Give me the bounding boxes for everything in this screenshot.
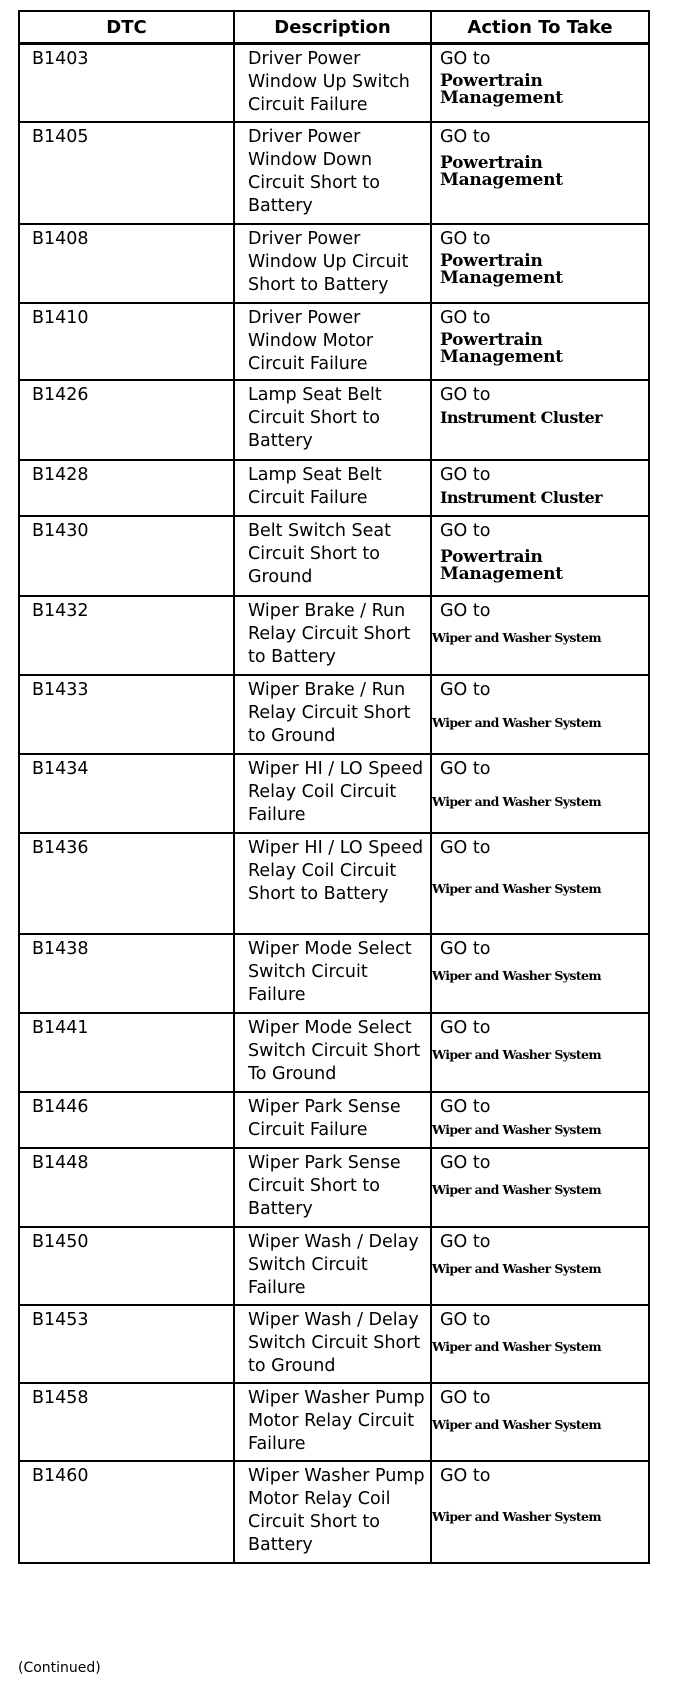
action-cell [431,460,649,516]
dtc-description: Driver Power Window Up Switch Circuit Failure [234,44,431,122]
action-cell [431,596,649,675]
go-to-label: GO to [440,464,491,485]
action-cell [431,224,649,303]
table-row [19,1013,649,1092]
table-row [19,516,649,596]
dtc-code: B1458 [19,1383,234,1461]
action-target-link[interactable]: Wiper and Washer System [432,1338,602,1354]
dtc-code: B1446 [19,1092,234,1148]
action-cell [431,1227,649,1305]
action-cell [431,1305,649,1383]
dtc-code: B1432 [19,596,234,675]
dtc-code: B1433 [19,675,234,754]
action-target-link[interactable]: Powertrain Management [440,250,563,288]
action-target-link[interactable]: Powertrain Management [440,71,563,108]
go-to-label: GO to [440,49,491,69]
dtc-code: B1405 [19,122,234,224]
action-cell [431,833,649,934]
go-to-label: GO to [440,758,491,779]
go-to-label: GO to [440,1096,491,1117]
action-target-link[interactable]: Wiper and Washer System [432,1508,602,1524]
action-target-link[interactable]: Wiper and Washer System [432,714,602,730]
dtc-code: B1450 [19,1227,234,1305]
dtc-description: Wiper Mode Select Switch Circuit Short To Ground [234,1013,431,1092]
action-cell [431,1461,649,1563]
go-to-label: GO to [440,938,491,959]
table-row [19,303,649,380]
dtc-code: B1460 [19,1461,234,1563]
action-target-link[interactable]: Wiper and Washer System [432,1181,602,1197]
dtc-code: B1453 [19,1305,234,1383]
dtc-description: Wiper HI / LO Speed Relay Coil Circuit Short to Battery [234,833,431,934]
column-header-description: Description [234,11,431,44]
action-target-link[interactable]: Wiper and Washer System [432,793,602,809]
action-cell [431,1092,649,1148]
dtc-code: B1434 [19,754,234,833]
action-target-link[interactable]: Powertrain Management [440,152,563,190]
action-cell [431,44,649,122]
action-cell [431,380,649,460]
table-row [19,1383,649,1461]
action-target-link[interactable]: Powertrain Management [440,546,563,584]
dtc-description: Wiper HI / LO Speed Relay Coil Circuit Failure [234,754,431,833]
go-to-label: GO to [440,600,491,621]
table-row [19,1305,649,1383]
dtc-description: Lamp Seat Belt Circuit Short to Battery [234,380,431,460]
dtc-code: B1438 [19,934,234,1013]
go-to-label: GO to [440,228,491,249]
table-row [19,1092,649,1148]
column-header-dtc: DTC [19,11,234,44]
table-row [19,1148,649,1227]
go-to-label: GO to [440,1152,491,1173]
dtc-description: Belt Switch Seat Circuit Short to Ground [234,516,431,596]
table-row [19,596,649,675]
dtc-description: Wiper Brake / Run Relay Circuit Short to Ground [234,675,431,754]
table-row [19,44,649,122]
dtc-code: B1403 [19,44,234,122]
dtc-description: Wiper Wash / Delay Switch Circuit Short to Ground [234,1305,431,1383]
action-cell [431,675,649,754]
dtc-description: Wiper Park Sense Circuit Failure [234,1092,431,1148]
dtc-code: B1430 [19,516,234,596]
action-target-link[interactable]: Wiper and Washer System [432,629,602,645]
table-row [19,675,649,754]
dtc-description: Wiper Washer Pump Motor Relay Circuit Failure [234,1383,431,1461]
go-to-label: GO to [440,1309,491,1330]
dtc-description: Driver Power Window Up Circuit Short to Battery [234,224,431,303]
action-target-link[interactable]: Powertrain Management [440,329,563,367]
dtc-description: Driver Power Window Motor Circuit Failure [234,303,431,380]
action-target-link[interactable]: Wiper and Washer System [432,1121,602,1137]
table-row [19,1227,649,1305]
dtc-description: Wiper Mode Select Switch Circuit Failure [234,934,431,1013]
action-target-link[interactable]: Wiper and Washer System [432,1416,602,1432]
go-to-label: GO to [440,679,491,700]
dtc-code: B1428 [19,460,234,516]
action-cell [431,934,649,1013]
go-to-label: GO to [440,1387,491,1408]
table-row [19,934,649,1013]
action-cell [431,1013,649,1092]
dtc-description: Wiper Washer Pump Motor Relay Coil Circuit Short to Battery [234,1461,431,1563]
go-to-label: GO to [440,384,491,405]
table-row [19,754,649,833]
table-row [19,122,649,224]
action-cell [431,1148,649,1227]
go-to-label: GO to [440,520,491,541]
dtc-code: B1410 [19,303,234,380]
dtc-code: B1436 [19,833,234,934]
go-to-label: GO to [440,1465,491,1486]
table-row [19,380,649,460]
go-to-label: GO to [440,837,491,858]
dtc-code: B1408 [19,224,234,303]
action-cell [431,516,649,596]
table-row [19,1461,649,1563]
action-cell [431,122,649,224]
action-cell [431,1383,649,1461]
dtc-code: B1426 [19,380,234,460]
table-row [19,460,649,516]
column-header-action: Action To Take [431,11,649,44]
table-header-row [19,11,649,44]
action-cell [431,303,649,380]
go-to-label: GO to [440,307,491,328]
go-to-label: GO to [440,1231,491,1252]
continued-note: (Continued) [18,1660,101,1676]
go-to-label: GO to [440,126,491,147]
action-target-link[interactable]: Instrument Cluster [440,407,602,427]
go-to-label: GO to [440,1017,491,1038]
dtc-description: Wiper Brake / Run Relay Circuit Short to Battery [234,596,431,675]
table-row [19,833,649,934]
dtc-table [18,10,650,1564]
action-target-link[interactable]: Instrument Cluster [440,487,602,507]
action-target-link[interactable]: Wiper and Washer System [432,1046,602,1062]
action-target-link[interactable]: Wiper and Washer System [432,1260,602,1276]
dtc-description: Wiper Wash / Delay Switch Circuit Failure [234,1227,431,1305]
action-target-link[interactable]: Wiper and Washer System [432,967,602,983]
dtc-description: Wiper Park Sense Circuit Short to Battery [234,1148,431,1227]
dtc-code: B1448 [19,1148,234,1227]
action-target-link[interactable]: Wiper and Washer System [432,880,602,896]
dtc-description: Lamp Seat Belt Circuit Failure [234,460,431,516]
dtc-code: B1441 [19,1013,234,1092]
table-row [19,224,649,303]
dtc-description: Driver Power Window Down Circuit Short to Battery [234,122,431,224]
action-cell [431,754,649,833]
